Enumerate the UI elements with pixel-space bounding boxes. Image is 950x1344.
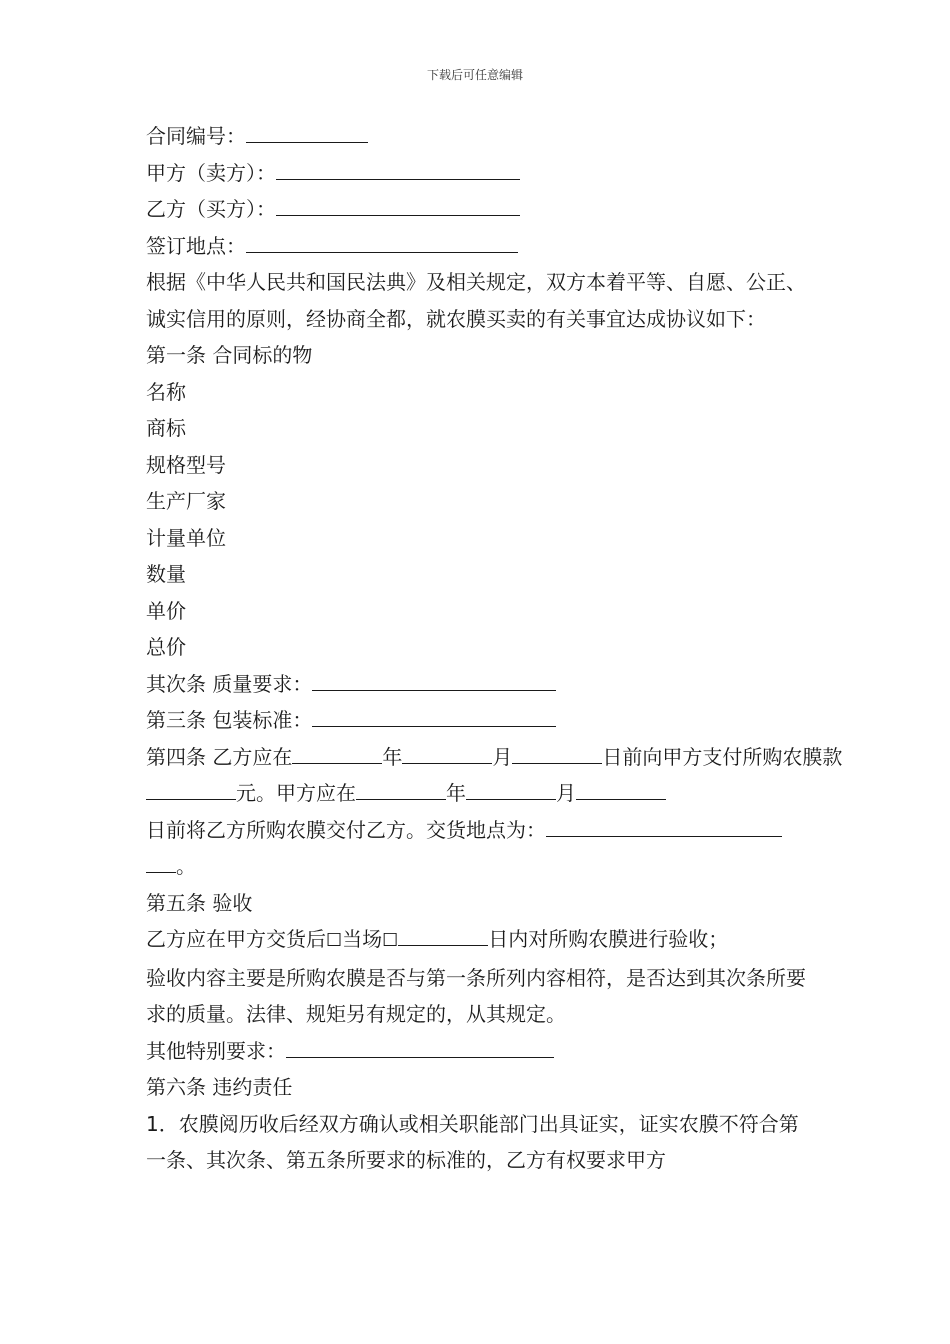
party-a-line (146, 155, 816, 192)
article-1-item: 计量单位 (146, 525, 226, 550)
article-6-title: 第六条 违约责任 (146, 1075, 293, 1099)
payment-month-blank[interactable] (402, 745, 492, 764)
month-label: 月 (492, 744, 513, 769)
article-1-item: 商标 (146, 416, 186, 440)
article-5-line-1 (146, 921, 816, 960)
article-4-text: 第四条 乙方应在 (146, 744, 293, 769)
delivery-year-blank[interactable] (356, 781, 446, 800)
contract-number-label: 合同编号： (146, 124, 246, 148)
year-label: 年 (382, 744, 403, 769)
article-4-line-4 (146, 848, 816, 885)
article-5-paragraph: 验收内容主要是所购农膜是否与第一条所列内容相符，是否达到其次条所要求的质量。法律、规矩另有规定的，从其规定。 (146, 965, 806, 1026)
other-requirements-blank[interactable] (286, 1039, 554, 1058)
party-a-blank[interactable] (276, 161, 520, 180)
party-b-label: 乙方（买方）： (146, 197, 276, 221)
payment-year-blank[interactable] (292, 745, 382, 764)
delivery-day-blank[interactable] (576, 781, 666, 800)
article-5-text: 日内对所购农膜进行验收； (488, 927, 729, 951)
sign-place-label: 签订地点： (146, 233, 246, 258)
contract-number-blank[interactable] (246, 124, 368, 143)
other-requirements-line (146, 1033, 816, 1070)
month-label: 月 (556, 781, 576, 805)
payment-day-blank[interactable] (512, 745, 602, 764)
article-1-item: 名称 (146, 379, 186, 404)
article-5-title: 第五条 验收 (146, 890, 253, 915)
article-1-item: 数量 (146, 562, 186, 586)
article-1-item: 单价 (146, 598, 186, 623)
contract-number-line (146, 118, 816, 155)
onsite-label: 当场 (342, 927, 383, 951)
packaging-blank[interactable] (312, 708, 556, 727)
article-4-line-2 (146, 775, 816, 812)
article-3-line (146, 702, 816, 739)
contract-document (146, 118, 843, 1179)
article-4-text: 日前将乙方所购农膜交付乙方。交货地点为： (146, 817, 546, 842)
article-2-line (146, 666, 816, 703)
article-4-line-1 (146, 739, 843, 776)
article-1-title: 第一条 合同标的物 (146, 343, 313, 367)
onsite-checkbox[interactable]: ☐ (326, 930, 343, 951)
sign-place-line (146, 228, 816, 265)
sign-place-blank[interactable] (246, 234, 518, 253)
year-label: 年 (446, 781, 466, 805)
article-6-paragraph: 1．农膜阅历收后经双方确认或相关职能部门出具证实，证实农膜不符合第一条、其次条、第五条所要求的标准的，乙方有权要求甲方 (146, 1111, 799, 1172)
page-header: 下载后可任意编辑 (426, 68, 523, 82)
article-4-line-3 (146, 812, 816, 849)
article-1-item: 生产厂家 (146, 489, 226, 513)
article-4-end: 。 (176, 854, 196, 878)
delivery-month-blank[interactable] (466, 781, 556, 800)
party-b-line (146, 191, 816, 228)
article-5-text: 乙方应在甲方交货后 (146, 927, 326, 951)
article-4-text: 元。甲方应在 (236, 781, 356, 805)
party-b-blank[interactable] (276, 197, 520, 216)
intro-paragraph: 根据《中华人民共和国民法典》及相关规定，双方本着平等、自愿、公正、诚实信用的原则，经协商全都，就农膜买卖的有关事宜达成协议如下： (146, 270, 806, 331)
delivery-place-blank[interactable] (546, 818, 782, 837)
article-1-item: 规格型号 (146, 452, 226, 477)
party-a-label: 甲方（卖方）： (146, 160, 276, 185)
payment-amount-blank[interactable] (146, 781, 236, 800)
article-3-label: 第三条 包装标准： (146, 708, 313, 732)
days-checkbox[interactable]: ☐ (382, 930, 399, 951)
inspection-days-blank[interactable] (398, 927, 488, 946)
article-2-label: 其次条 质量要求： (146, 671, 313, 696)
delivery-place-blank-cont[interactable] (146, 854, 176, 873)
article-1-item: 总价 (146, 635, 186, 659)
other-requirements-label: 其他特别要求： (146, 1038, 286, 1063)
quality-blank[interactable] (312, 672, 556, 691)
article-4-text: 日前向甲方支付所购农膜款 (602, 744, 843, 769)
